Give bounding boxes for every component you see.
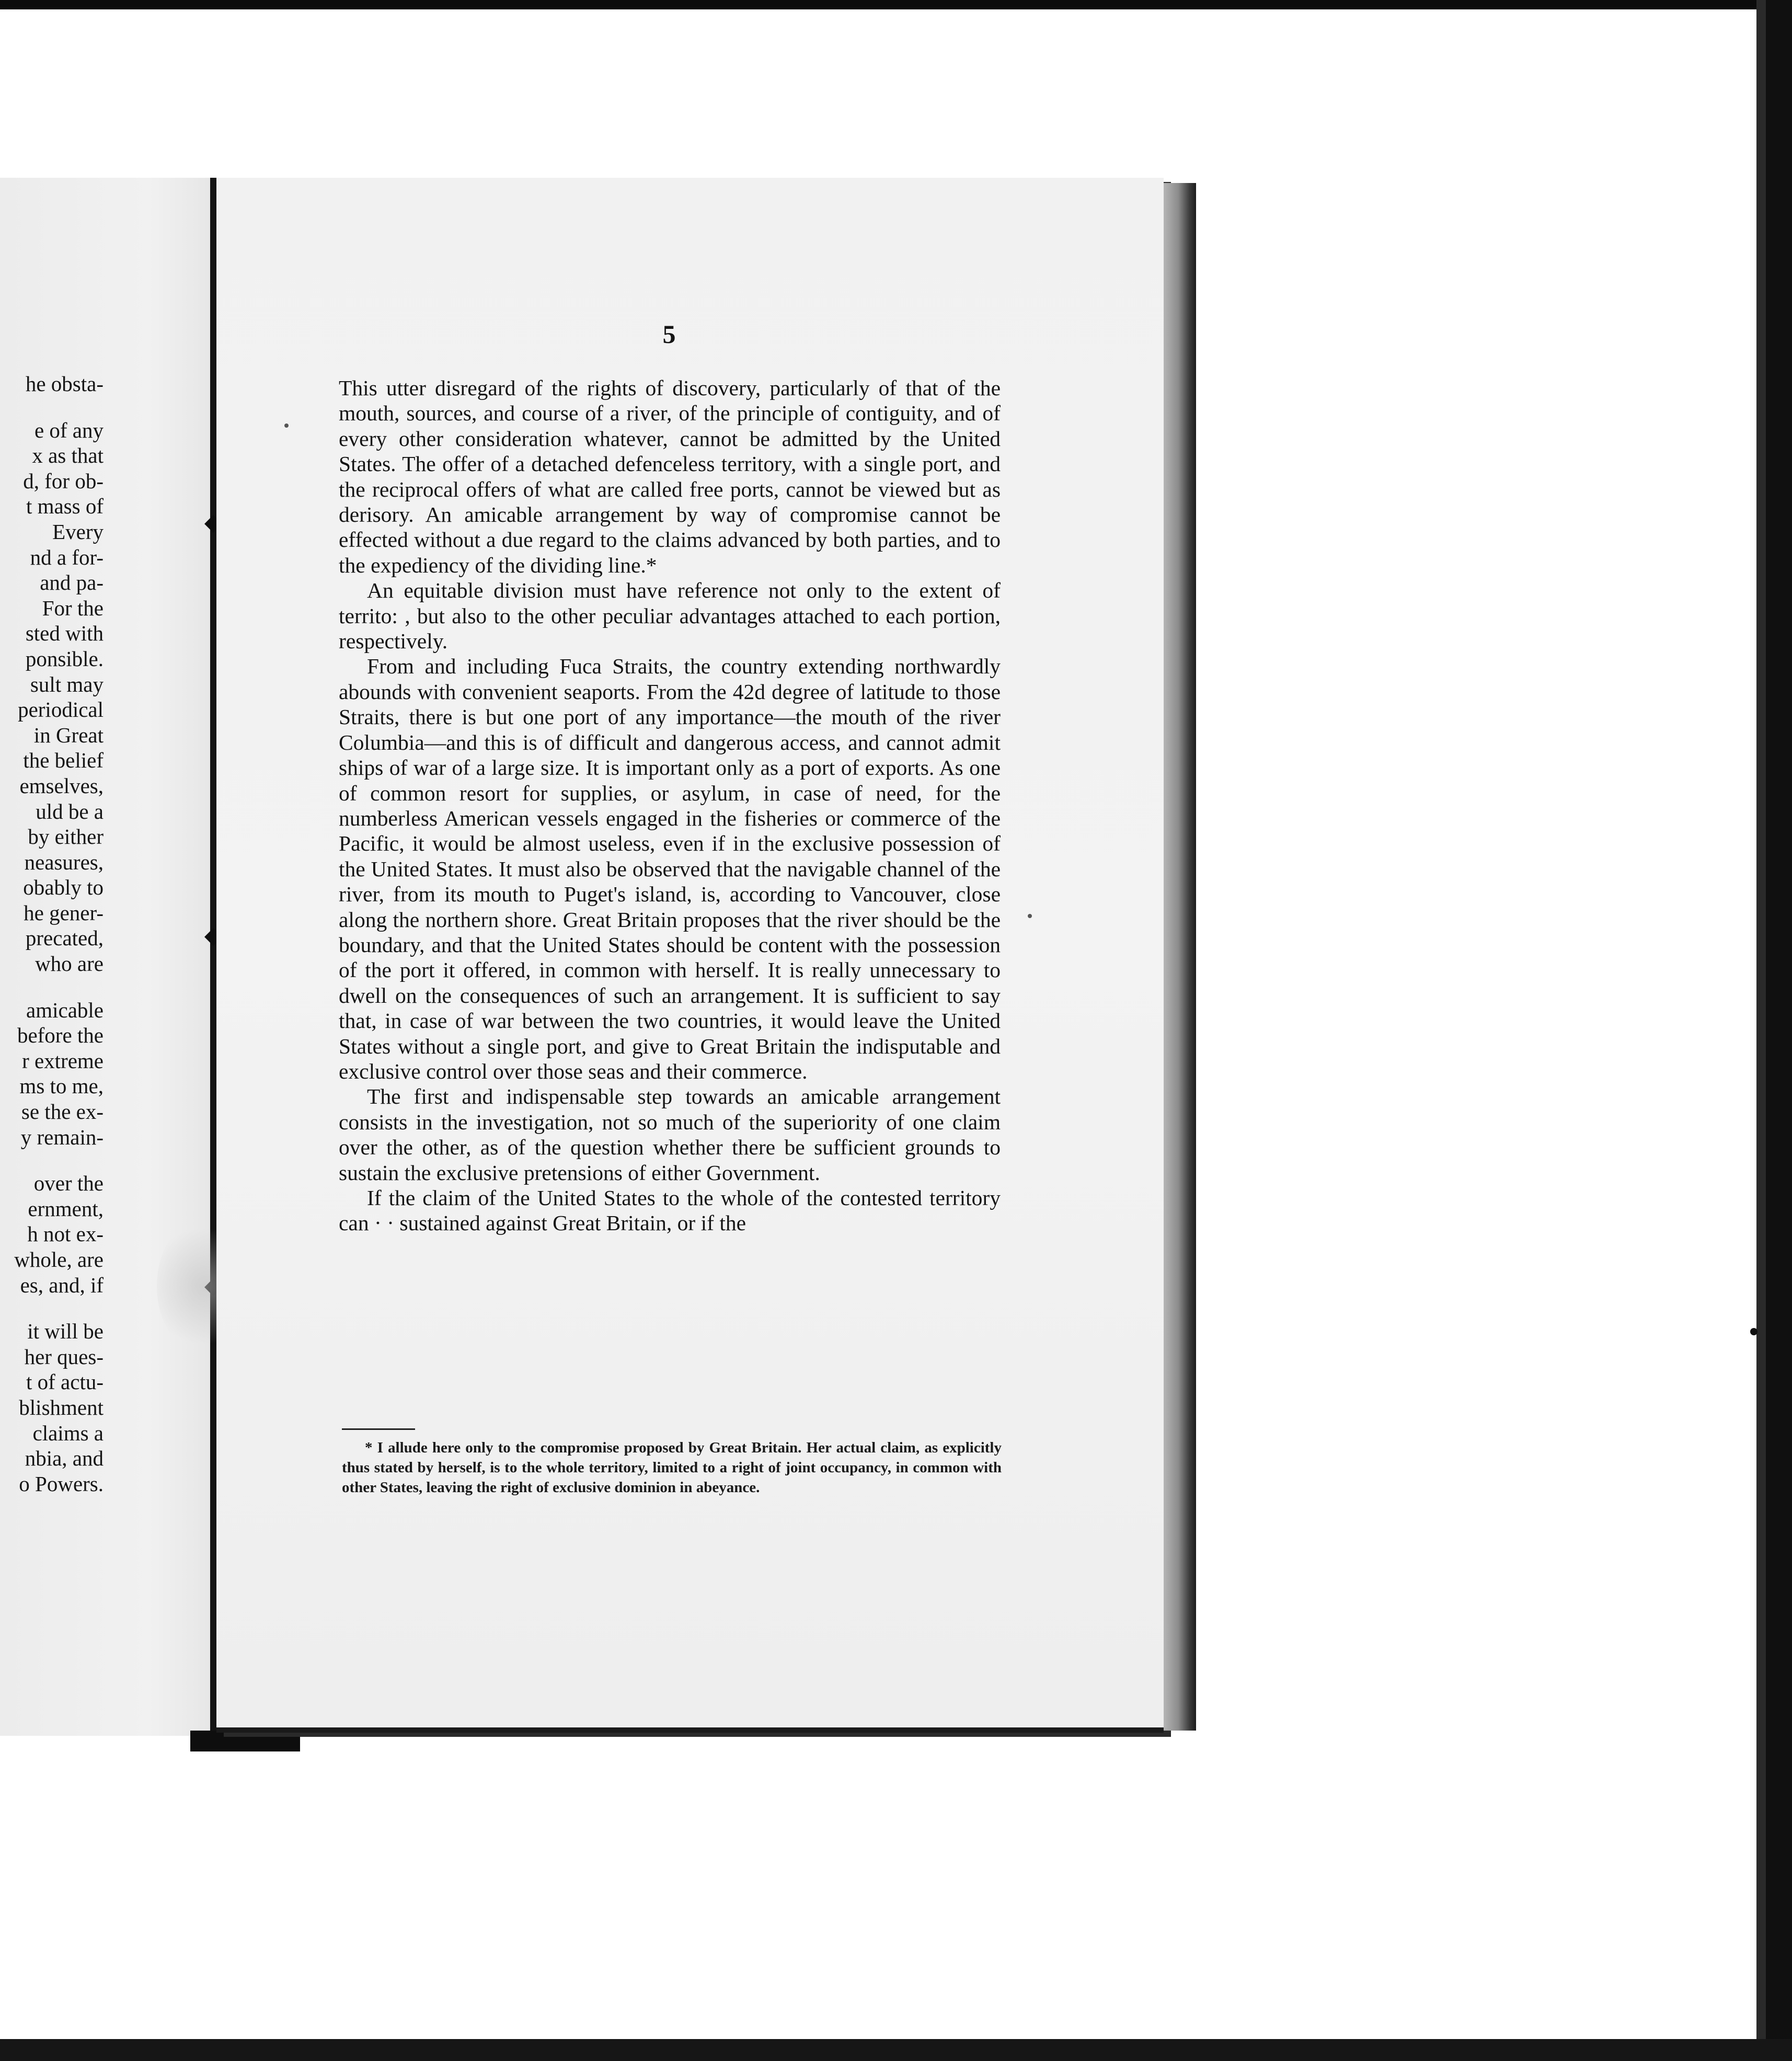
left-page-line: uld be a	[36, 799, 104, 823]
left-page-line: sted with	[25, 621, 104, 646]
page-body	[339, 375, 1001, 1236]
left-page-line: y remain-	[20, 1125, 104, 1149]
left-page-line: it will be	[27, 1319, 104, 1344]
left-page-line: Every	[52, 519, 104, 544]
paper-speck	[1750, 1328, 1757, 1335]
paragraph: This utter disregard of the rights of discovery, particularly of that of the mouth, sources, and course of a river, of the principle of contiguity, and of every other consideration whatever, cannot be admitted by the United States. The offer of a detached defenceless territory, with a single port, and the reciprocal offers of what are called free ports, cannot be viewed but as derisory. An amicable arrangement by way of compromise cannot be effected without a due regard to the claims advanced by both parties, and to the expediency of the dividing line.*	[339, 376, 1001, 577]
left-page-line: before the	[17, 1023, 104, 1048]
left-page-line: t mass of	[26, 494, 104, 519]
left-page-line: blishment	[19, 1395, 104, 1419]
scan-border-right	[1766, 0, 1792, 2061]
left-page-line: over the	[33, 1171, 104, 1196]
left-page-line: and pa-	[40, 570, 104, 595]
left-page-line: amicable	[26, 998, 104, 1022]
left-page-line: precated,	[25, 926, 104, 951]
left-page-line: who are	[35, 952, 104, 976]
left-page-gap	[0, 977, 104, 998]
left-page-line: he gener-	[24, 900, 104, 925]
left-page-line: ms to me,	[19, 1074, 104, 1098]
left-page-line: claims a	[32, 1421, 104, 1445]
left-page-line: emselves,	[19, 773, 104, 798]
left-page-gap	[0, 397, 104, 418]
paragraph: If the claim of the United States to the whole of the contested territory can · · sustained against Great Britain, or if the	[339, 1186, 1001, 1235]
left-page-line: nd a for-	[30, 545, 104, 569]
footnote: * I allude here only to the compromise proposed by Great Britain. Her actual claim, as explicitly thus stated by herself, is to the whole territory, limited to a right of joint occupancy, in common with other States, leaving the right of exclusive dominion in abeyance.	[342, 1439, 1002, 1496]
left-page-line: in Great	[33, 723, 104, 747]
paragraph: An equitable division must have reference not only to the extent of territo: , but also to the other peculiar advantages attached to each portion, respectively.	[339, 578, 1001, 654]
left-page-line: t of actu-	[26, 1370, 104, 1394]
page-edge-shadow	[1164, 183, 1196, 1731]
paragraph: The first and indispensable step towards an amicable arrangement consists in the investigation, not so much of the superiority of one claim over the other, as of the question whether there be sufficient grounds to sustain the exclusive pretensions of either Government.	[339, 1084, 1001, 1185]
scan-border-top	[0, 0, 1792, 9]
page-number: 5	[662, 319, 676, 349]
left-page-line: sult may	[30, 672, 104, 696]
left-page-line: r extreme	[22, 1048, 104, 1073]
scan-border-right-inner	[1756, 0, 1766, 2061]
left-page-line: ponsible.	[25, 646, 104, 671]
binding-tab	[190, 1731, 300, 1751]
left-page-line: whole, are	[14, 1247, 104, 1272]
left-page-line: he obsta-	[25, 372, 104, 396]
left-page-gap	[0, 1150, 104, 1171]
left-page-line: her ques-	[24, 1344, 104, 1369]
left-page-line: nbia, and	[25, 1446, 104, 1471]
left-page-line: se the ex-	[21, 1100, 104, 1124]
left-page-line: e of any	[34, 418, 104, 442]
left-page-text	[0, 371, 104, 1496]
left-page-line: d, for ob-	[23, 468, 104, 493]
left-page-line: obably to	[23, 875, 104, 900]
scan-border-bottom	[0, 2039, 1792, 2061]
paper-speck	[1028, 914, 1032, 918]
left-page	[0, 178, 213, 1736]
left-page-gap	[0, 1298, 104, 1319]
left-page-line: For the	[42, 596, 104, 620]
footnote-rule	[342, 1428, 415, 1430]
left-page-line: es, and, if	[20, 1273, 104, 1297]
paragraph: From and including Fuca Straits, the country extending northwardly abounds with convenient seaports. From the 42d degree of latitude to those Straits, there is but one port of any importance—the mouth of the river Columbia—and this is of difficult and dangerous access, and cannot admit ships of war of a large size. It is important only as a port of exports. As one of common resort for supplies, or asylum, in case of need, for the numberless American vessels engaged in the fisheries or commerce of the Pacific, it would be almost useless, even if in the exclusive possession of the United States. It must also be observed that the navigable channel of the river, from its mouth to Puget's island, is, according to Vancouver, close along the northern shore. Great Britain proposes that the river should be the boundary, and that the United States should be content with the possession of the port it offered, in common with herself. It is really unnecessary to dwell on the consequences of such an arrangement. It is sufficient to say that, in case of war between the two countries, it would leave the United States without a single port, and give to Great Britain the indisputable and exclusive control over those seas and their commerce.	[339, 654, 1001, 1083]
left-page-line: the belief	[23, 748, 104, 773]
left-page-line: ernment,	[28, 1196, 104, 1221]
left-page-line: by either	[28, 825, 104, 849]
left-page-line: neasures,	[24, 850, 104, 874]
left-page-line: x as that	[32, 443, 104, 468]
binding-gutter	[210, 178, 216, 1736]
left-page-line: periodical	[18, 697, 104, 722]
left-page-line: h not ex-	[27, 1222, 104, 1246]
left-page-line: o Powers.	[19, 1471, 104, 1496]
paper-speck	[284, 423, 289, 428]
